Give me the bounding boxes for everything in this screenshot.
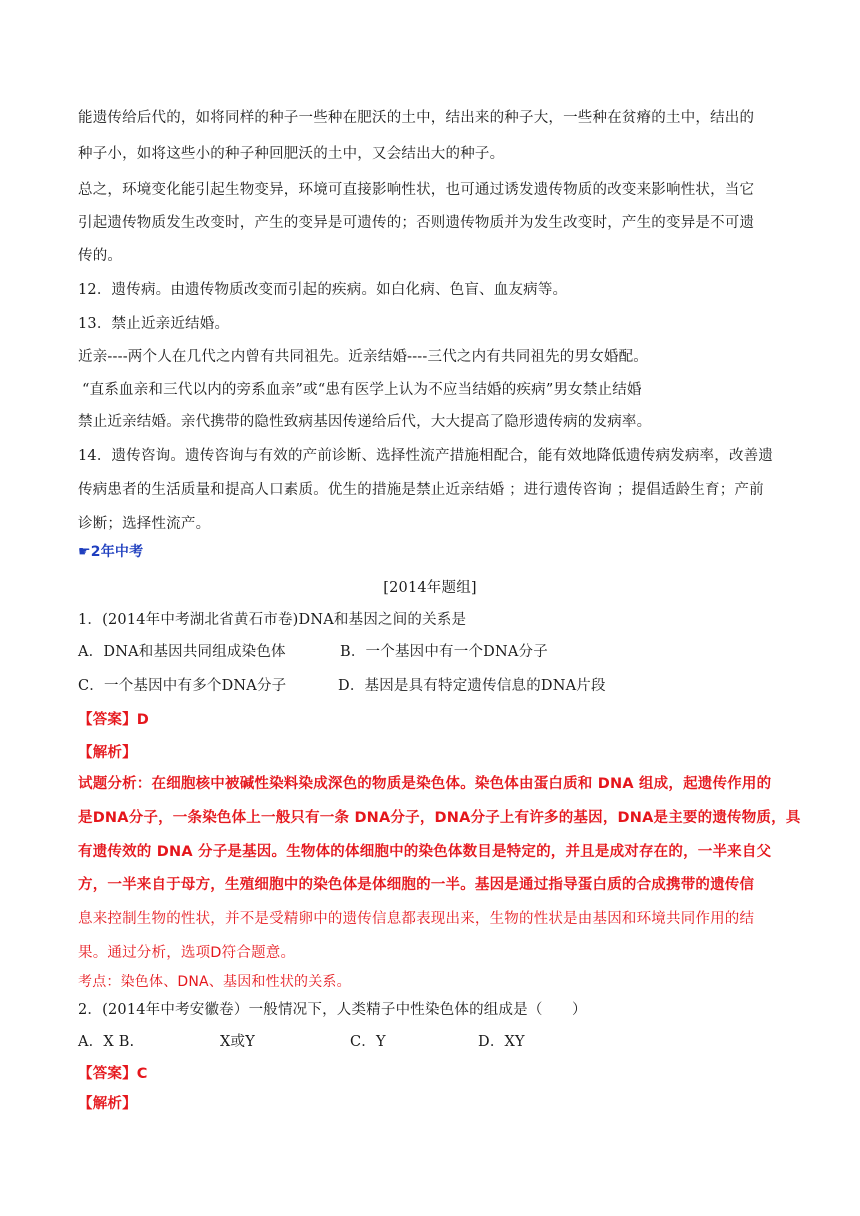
question-2-answer: 【答案】C	[78, 1066, 148, 1082]
question-1-option-d: D．基因是具有特定遗传信息的DNA片段	[338, 678, 606, 694]
question-1-explanation: 方，一半来自于母方，生殖细胞中的染色体是体细胞的一半。基因是通过指导蛋白质的合成携带的遗传信	[78, 877, 755, 893]
question-1-explanation: 有遗传效的 DNA 分子是基因。生物体的体细胞中的染色体数目是特定的，并且是成对存在的，一半来自父	[78, 844, 772, 860]
question-1-answer: 【答案】D	[78, 712, 150, 728]
group-title: [2014年题组]	[383, 580, 477, 596]
question-1-stem: 1．(2014年中考湖北省黄石市卷)DNA和基因之间的关系是	[78, 612, 467, 628]
paragraph-line: 引起遗传物质发生改变时，产生的变异是可遗传的；否则遗传物质并为发生改变时，产生的变异是不可遗	[78, 215, 755, 231]
question-1-explanation: 息来控制生物的性状，并不是受精卵中的遗传信息都表现出来，生物的性状是由基因和环境共同作用的结	[78, 911, 755, 927]
item-13-definition: 近亲----两个人在几代之内曾有共同祖先。近亲结婚----三代之内有共同祖先的男女婚配。	[78, 349, 648, 365]
question-2-option-a: A．X B.	[78, 1034, 135, 1050]
question-1-option-b: B．一个基因中有一个DNA分子	[340, 644, 548, 660]
paragraph-line: 传病患者的生活质量和提高人口素质。优生的措施是禁止近亲结婚 ；进行遗传咨询 ；提倡适龄生育；产前	[78, 482, 764, 498]
item-13-rule: “直系血亲和三代以内的旁系血亲”或“患有医学上认为不应当结婚的疾病”男女禁止结婚	[82, 382, 642, 398]
question-2-option-d: D．XY	[478, 1034, 525, 1050]
item-13-reason: 禁止近亲结婚。亲代携带的隐性致病基因传递给后代，大大提高了隐形遗传病的发病率。	[78, 414, 652, 430]
question-2-option-b: X或Y	[220, 1034, 255, 1050]
paragraph-line: 种子小，如将这些小的种子种回肥沃的土中，又会结出大的种子。	[78, 146, 505, 162]
question-2-analysis-label: 【解析】	[78, 1096, 137, 1112]
question-1-analysis-label: 【解析】	[78, 745, 137, 761]
question-1-point: 考点：染色体、DNA、基因和性状的关系。	[78, 974, 351, 990]
question-1-option-a: A．DNA和基因共同组成染色体	[78, 644, 286, 660]
paragraph-line: 能遗传给后代的，如将同样的种子一些种在肥沃的土中，结出来的种子大，一些种在贫瘠的土中，结出的	[78, 110, 755, 126]
question-1-explanation: 果。通过分析，选项D符合题意。	[78, 945, 296, 961]
paragraph-line: 总之，环境变化能引起生物变异，环境可直接影响性状，也可通过诱发遗传物质的改变来影响性状，当它	[78, 182, 755, 198]
question-1-option-c: C．一个基因中有多个DNA分子	[78, 678, 287, 694]
question-2-option-c: C．Y	[350, 1034, 386, 1050]
question-1-explanation: 是DNA分子，一条染色体上一般只有一条 DNA分子，DNA分子上有许多的基因，DNA是主要的遗传物质，具	[78, 810, 801, 826]
paragraph-line: 诊断；选择性流产。	[78, 516, 211, 532]
item-12: 12．遗传病。由遗传物质改变而引起的疾病。如白化病、色盲、血友病等。	[78, 282, 568, 298]
question-1-explanation: 试题分析：在细胞核中被碱性染料染成深色的物质是染色体。染色体由蛋白质和 DNA 组成，起遗传作用的	[78, 776, 772, 792]
item-13: 13．禁止近亲近结婚。	[78, 316, 230, 332]
paragraph-line: 传的。	[78, 248, 123, 264]
section-heading: ☛2年中考	[78, 544, 144, 560]
item-14: 14．遗传咨询。遗传咨询与有效的产前诊断、选择性流产措施相配合，能有效地降低遗传病发病率，改善遗	[78, 448, 774, 464]
question-2-stem: 2．(2014年中考安徽卷）一般情况下，人类精子中性染色体的组成是（ ）	[78, 1002, 587, 1018]
